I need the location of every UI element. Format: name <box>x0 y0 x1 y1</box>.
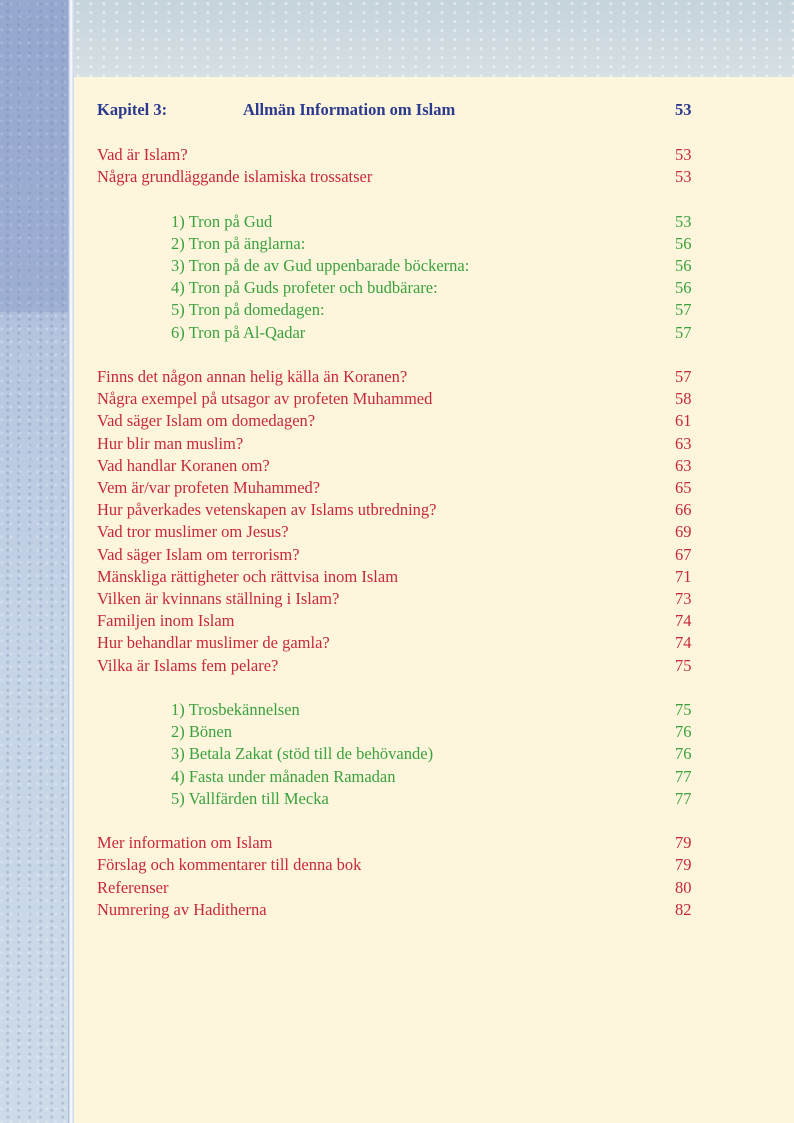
entry-title: Vad säger Islam om terrorism? <box>97 545 300 564</box>
toc-entry <box>97 499 717 521</box>
entry-page-number: 79 <box>675 833 692 852</box>
entry-page-number: 56 <box>675 234 692 253</box>
toc-subentry <box>171 211 717 233</box>
toc-subentry <box>171 721 717 743</box>
chapter-heading <box>97 99 717 121</box>
entry-title: Numrering av Haditherna <box>97 900 267 919</box>
chapter-page: 53 <box>675 100 692 119</box>
entry-page-number: 56 <box>675 278 692 297</box>
entry-page-number: 73 <box>675 589 692 608</box>
toc-entry <box>97 144 717 166</box>
toc-entry <box>97 544 717 566</box>
entry-title: 5) Vallfärden till Mecka <box>171 789 329 808</box>
toc-entry <box>97 477 717 499</box>
entry-title: Hur blir man muslim? <box>97 434 244 453</box>
entry-page-number: 77 <box>675 789 692 808</box>
entry-page-number: 53 <box>675 145 692 164</box>
entry-title: Hur behandlar muslimer de gamla? <box>97 633 330 652</box>
entry-title: Vilken är kvinnans ställning i Islam? <box>97 589 340 608</box>
toc-entry <box>97 388 717 410</box>
entry-title: Vad tror muslimer om Jesus? <box>97 522 289 541</box>
entry-title: 3) Betala Zakat (stöd till de behövande) <box>171 744 434 763</box>
entry-page-number: 61 <box>675 411 692 430</box>
entry-title: 3) Tron på de av Gud uppenbarade böckerna: <box>171 256 470 275</box>
entry-title: Vilka är Islams fem pelare? <box>97 656 279 675</box>
toc-entry <box>97 366 717 388</box>
entry-title: Vad handlar Koranen om? <box>97 456 270 475</box>
toc-subentry <box>171 788 717 810</box>
toc-entry <box>97 433 717 455</box>
entry-title: Referenser <box>97 878 169 897</box>
entry-title: 2) Bönen <box>171 722 232 741</box>
toc-entry <box>97 877 717 899</box>
entry-title: 4) Fasta under månaden Ramadan <box>171 767 396 786</box>
entry-page-number: 82 <box>675 900 692 919</box>
toc-entry <box>97 566 717 588</box>
entry-title: 1) Tron på Gud <box>171 212 273 231</box>
toc-entry <box>97 521 717 543</box>
entry-page-number: 63 <box>675 456 692 475</box>
toc-entry <box>97 410 717 432</box>
toc-entry <box>97 610 717 632</box>
entry-page-number: 67 <box>675 545 692 564</box>
toc-entry <box>97 832 717 854</box>
entry-title: Några grundläggande islamiska trossatser <box>97 167 373 186</box>
sidebar-dark-band <box>0 0 70 312</box>
entry-page-number: 79 <box>675 855 692 874</box>
entry-page-number: 76 <box>675 722 692 741</box>
toc-subentry <box>171 766 717 788</box>
toc-entry <box>97 588 717 610</box>
entry-title: Några exempel på utsagor av profeten Muhammed <box>97 389 433 408</box>
entry-title: 1) Trosbekännelsen <box>171 700 300 719</box>
entry-title: Vem är/var profeten Muhammed? <box>97 478 321 497</box>
entry-page-number: 57 <box>675 323 692 342</box>
entry-title: Mänskliga rättigheter och rättvisa inom Islam <box>97 567 399 586</box>
entry-page-number: 75 <box>675 656 692 675</box>
entry-page-number: 77 <box>675 767 692 786</box>
entry-page-number: 71 <box>675 567 692 586</box>
toc-subentry <box>171 322 717 344</box>
toc-entry <box>97 166 717 188</box>
entry-page-number: 80 <box>675 878 692 897</box>
entry-page-number: 75 <box>675 700 692 719</box>
toc-entry <box>97 632 717 654</box>
entry-page-number: 69 <box>675 522 692 541</box>
toc-subentry <box>171 255 717 277</box>
toc-subentry <box>171 299 717 321</box>
toc-entry <box>97 655 717 677</box>
entry-page-number: 63 <box>675 434 692 453</box>
entry-title: Mer information om Islam <box>97 833 273 852</box>
entry-title: Familjen inom Islam <box>97 611 235 630</box>
entry-title: Hur påverkades vetenskapen av Islams utbredning? <box>97 500 437 519</box>
toc-entry <box>97 455 717 477</box>
entry-page-number: 56 <box>675 256 692 275</box>
entry-title: Vad är Islam? <box>97 145 188 164</box>
toc-subentry <box>171 743 717 765</box>
chapter-label: Kapitel 3: <box>97 100 168 119</box>
toc-subentry <box>171 233 717 255</box>
entry-page-number: 74 <box>675 633 692 652</box>
header-band <box>74 0 794 77</box>
entry-page-number: 57 <box>675 300 692 319</box>
entry-title: 2) Tron på änglarna: <box>171 234 306 253</box>
toc-entry <box>97 854 717 876</box>
chapter-title: Allmän Information om Islam <box>243 100 456 119</box>
entry-title: 5) Tron på domedagen: <box>171 300 325 319</box>
entry-page-number: 66 <box>675 500 692 519</box>
decorative-sidebar <box>0 0 70 1123</box>
entry-page-number: 58 <box>675 389 692 408</box>
toc-subentry <box>171 277 717 299</box>
entry-page-number: 57 <box>675 367 692 386</box>
entry-title: 4) Tron på Guds profeter och budbärare: <box>171 278 438 297</box>
entry-page-number: 53 <box>675 212 692 231</box>
entry-title: 6) Tron på Al-Qadar <box>171 323 306 342</box>
toc-subentry <box>171 699 717 721</box>
entry-title: Förslag och kommentarer till denna bok <box>97 855 362 874</box>
entry-page-number: 53 <box>675 167 692 186</box>
entry-page-number: 74 <box>675 611 692 630</box>
toc-entry <box>97 899 717 921</box>
entry-page-number: 76 <box>675 744 692 763</box>
entry-title: Vad säger Islam om domedagen? <box>97 411 316 430</box>
entry-title: Finns det någon annan helig källa än Koranen? <box>97 367 408 386</box>
entry-page-number: 65 <box>675 478 692 497</box>
